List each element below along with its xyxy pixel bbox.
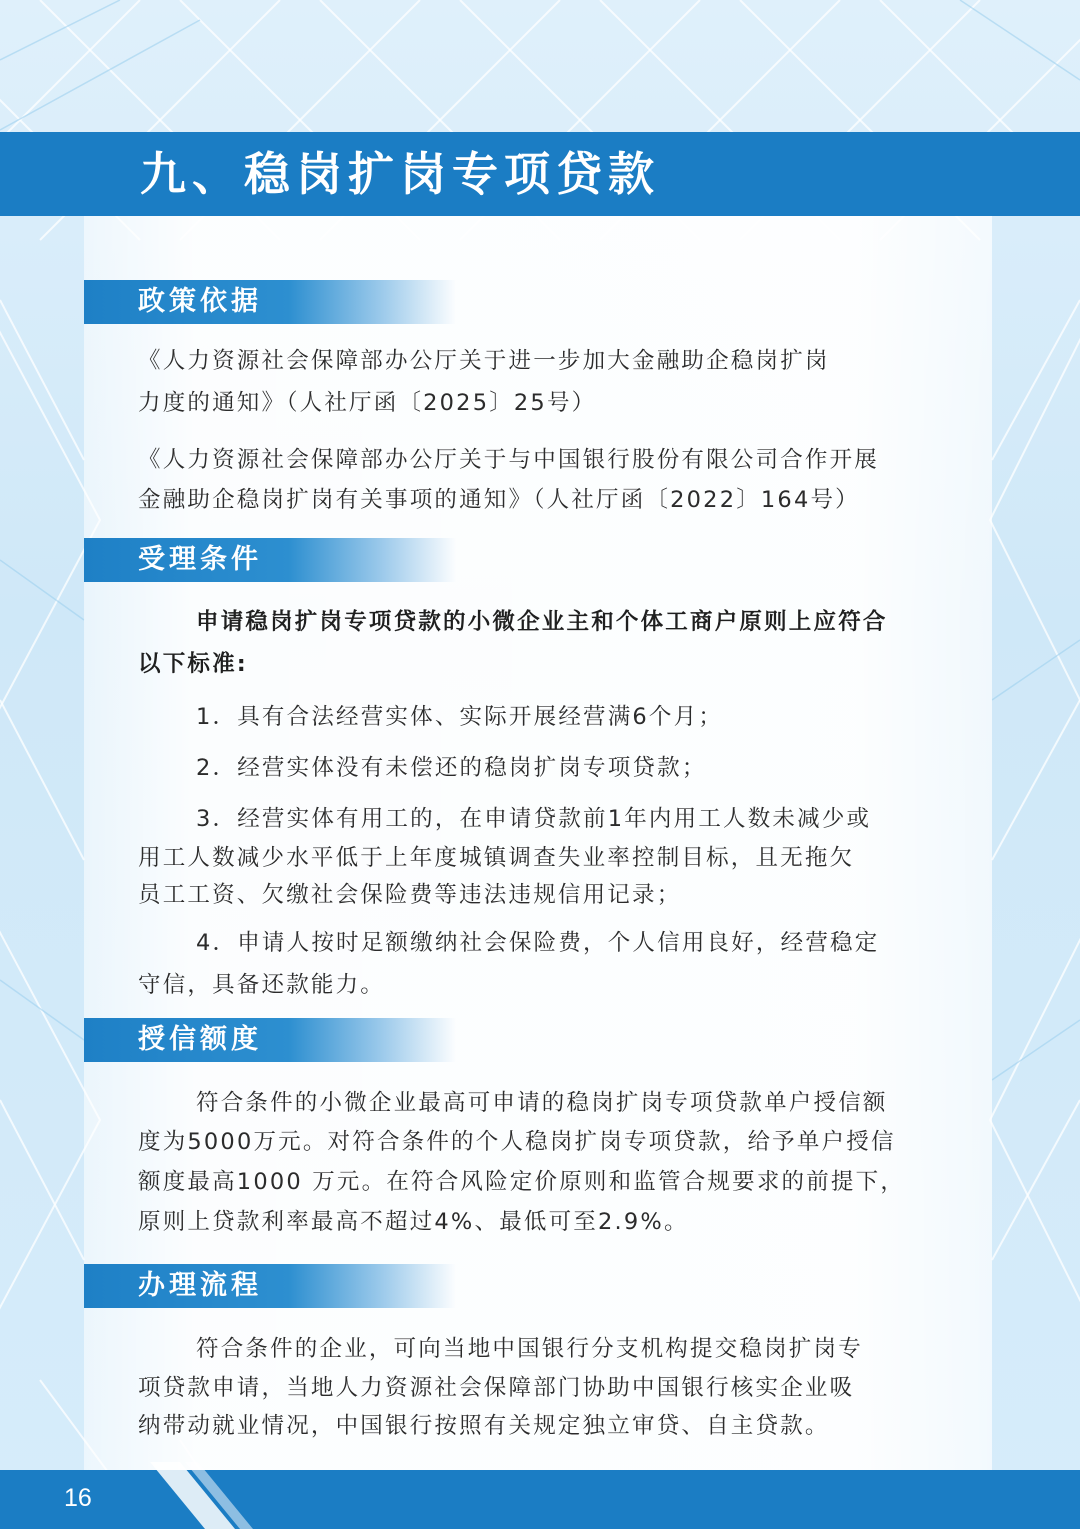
policy-para2-line2: 金融助企稳岗扩岗有关事项的通知》（人社厅函〔2022〕164号） (138, 487, 860, 513)
credit-line1: 符合条件的小微企业最高可申请的稳岗扩岗专项贷款单户授信额 (196, 1090, 888, 1116)
process-line1: 符合条件的企业，可向当地中国银行分支机构提交稳岗扩岗专 (196, 1336, 863, 1362)
condition-item-3-line2: 用工人数减少水平低于上年度城镇调查失业率控制目标，且无拖欠 (138, 845, 855, 871)
process-line3: 纳带动就业情况，中国银行按照有关规定独立审贷、自主贷款。 (138, 1413, 830, 1439)
process-line2: 项贷款申请，当地人力资源社会保障部门协助中国银行核实企业吸 (138, 1375, 855, 1401)
section-header-credit (84, 1018, 456, 1062)
footer-stripe-decoration (0, 1462, 1080, 1529)
credit-line4: 原则上贷款利率最高不超过4%、最低可至2.9%。 (138, 1209, 689, 1235)
policy-para1-line2: 力度的通知》（人社厅函〔2025〕25号） (138, 390, 597, 416)
condition-item-3-line3: 员工工资、欠缴社会保险费等违法违规信用记录； (138, 882, 682, 908)
section-title-process: 办理流程 (138, 1270, 262, 1301)
condition-item-4-line2: 守信，具备还款能力。 (138, 972, 386, 998)
section-header-conditions (84, 538, 456, 582)
title-bar (0, 132, 1080, 216)
condition-item-1: 1．具有合法经营实体、实际开展经营满6个月； (196, 704, 724, 730)
credit-line2: 度为5000万元。对符合条件的个人稳岗扩岗专项贷款，给予单户授信 (138, 1129, 896, 1155)
section-title-conditions: 受理条件 (138, 544, 262, 575)
conditions-intro-line2: 以下标准: (138, 651, 248, 677)
section-header-policy (84, 280, 456, 324)
page-title: 九、稳岗扩岗专项贷款 (140, 147, 660, 201)
section-header-process (84, 1264, 456, 1308)
section-title-policy: 政策依据 (138, 286, 262, 317)
condition-item-4-line1: 4．申请人按时足额缴纳社会保险费，个人信用良好，经营稳定 (196, 930, 880, 956)
credit-line3: 额度最高1000 万元。在符合风险定价原则和监管合规要求的前提下， (138, 1169, 906, 1195)
section-title-credit: 授信额度 (138, 1024, 262, 1055)
condition-item-2: 2．经营实体没有未偿还的稳岗扩岗专项贷款； (196, 755, 707, 781)
conditions-intro-line1: 申请稳岗扩岗专项贷款的小微企业主和个体工商户原则上应符合 (196, 609, 888, 635)
page-number: 16 (64, 1484, 92, 1512)
policy-para2-line1: 《人力资源社会保障部办公厅关于与中国银行股份有限公司合作开展 (138, 447, 880, 473)
condition-item-3-line1: 3．经营实体有用工的，在申请贷款前1年内用工人数未减少或 (196, 806, 872, 832)
policy-para1-line1: 《人力资源社会保障部办公厅关于进一步加大金融助企稳岗扩岗 (138, 348, 830, 374)
